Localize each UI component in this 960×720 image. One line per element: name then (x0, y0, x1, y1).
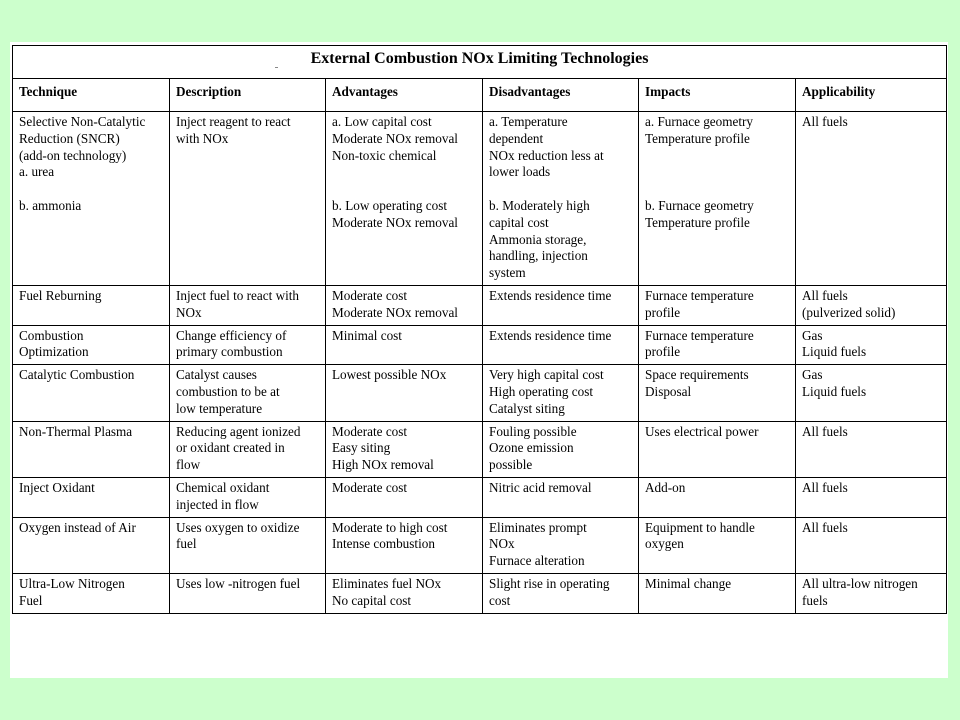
cell-text-line: Space requirements (645, 367, 749, 383)
nox-technologies-table (12, 45, 947, 614)
table-row (13, 365, 947, 421)
cell-text-line: All fuels (802, 479, 848, 495)
description-cell (170, 112, 326, 286)
cell-text-line: Ozone emission (489, 440, 574, 456)
cell-text-line: (pulverized solid) (802, 304, 896, 320)
description-cell (170, 365, 326, 421)
cell-text-line: Eliminates prompt (489, 519, 587, 535)
cell-text-line: combustion to be at (176, 383, 280, 399)
applicability-cell (796, 365, 947, 421)
cell-text-line: Very high capital cost (489, 367, 604, 383)
cell-text-line: Moderate NOx removal (332, 130, 458, 146)
disadvantages-cell (483, 573, 639, 613)
cell-text-line: a. Furnace geometry (645, 114, 754, 129)
cell-text-line: Gas (802, 367, 823, 383)
cell-text-line: Furnace temperature (645, 327, 754, 343)
table-row (13, 285, 947, 325)
cell-text-line: b. Furnace geometry (645, 197, 754, 213)
cell-text-line: Equipment to handle (645, 519, 755, 535)
column-header-description: Description (170, 79, 326, 112)
cell-text-line: with NOx (176, 130, 229, 146)
applicability-cell (796, 285, 947, 325)
cell-text-line: Inject Oxidant (19, 479, 95, 495)
cell-text-line: profile (645, 304, 681, 320)
cell-text-line: All fuels (802, 519, 848, 535)
blank-line (489, 181, 633, 198)
disadvantages-cell (483, 477, 639, 517)
column-header-impacts: Impacts (639, 79, 796, 112)
cell-text-line: Fuel Reburning (19, 287, 102, 303)
technique-cell (13, 285, 170, 325)
cell-text-line: Inject reagent to react (176, 114, 291, 129)
disadvantages-cell (483, 421, 639, 477)
impacts-cell (639, 517, 796, 573)
cell-text-line: Nitric acid removal (489, 479, 592, 495)
cell-text-line: Moderate cost (332, 479, 408, 495)
cell-text-line: possible (489, 457, 533, 473)
cell-text-line: Oxygen instead of Air (19, 519, 136, 535)
cell-text-line: Intense combustion (332, 536, 435, 552)
cell-text-line: Reducing agent ionized (176, 423, 301, 439)
advantages-cell (326, 325, 483, 365)
applicability-cell (796, 325, 947, 365)
cell-text-line: Fuel (19, 592, 43, 608)
advantages-cell (326, 421, 483, 477)
impacts-cell (639, 365, 796, 421)
cell-text-line: b. Moderately high (489, 197, 590, 213)
cell-text-line: NOx (489, 536, 515, 552)
advantages-cell (326, 517, 483, 573)
cell-text-line: Moderate cost (332, 423, 408, 439)
cell-text-line: Slight rise in operating (489, 575, 610, 591)
cell-text-line: a. Temperature (489, 114, 568, 129)
technique-cell (13, 421, 170, 477)
description-cell (170, 421, 326, 477)
cell-text-line: injected in flow (176, 496, 259, 512)
disadvantages-cell (483, 517, 639, 573)
description-cell (170, 325, 326, 365)
blank-line (645, 181, 790, 198)
cell-text-line: Disposal (645, 383, 692, 399)
cell-text-line: Catalyst siting (489, 400, 565, 416)
cell-text-line: b. ammonia (19, 197, 82, 213)
cell-text-line: Chemical oxidant (176, 479, 270, 495)
impacts-cell (639, 112, 796, 286)
cell-text-line: Inject fuel to react with (176, 287, 300, 303)
blank-line (332, 164, 477, 181)
applicability-cell (796, 573, 947, 613)
technique-cell (13, 365, 170, 421)
blank-line (645, 164, 790, 181)
advantages-cell (326, 285, 483, 325)
cell-text-line: Uses oxygen to oxidize (176, 519, 300, 535)
cell-text-line: Reduction (SNCR) (19, 130, 120, 146)
technique-cell (13, 325, 170, 365)
advantages-cell (326, 477, 483, 517)
cell-text-line: Moderate NOx removal (332, 214, 458, 230)
impacts-cell (639, 573, 796, 613)
blank-line (645, 148, 790, 165)
advantages-cell (326, 365, 483, 421)
cell-text-line: Uses low -nitrogen fuel (176, 575, 301, 591)
cell-text-line: Ultra-Low Nitrogen (19, 575, 125, 591)
disadvantages-cell (483, 285, 639, 325)
cell-text-line: primary combustion (176, 344, 283, 360)
cell-text-line: Catalytic Combustion (19, 367, 135, 383)
applicability-cell (796, 421, 947, 477)
cell-text-line: Furnace alteration (489, 553, 585, 569)
technique-cell (13, 477, 170, 517)
cell-text-line: Non-toxic chemical (332, 147, 437, 163)
cell-text-line: or oxidant created in (176, 440, 285, 456)
advantages-cell (326, 112, 483, 286)
cell-text-line: (add-on technology) (19, 147, 127, 163)
cell-text-line: Furnace temperature (645, 287, 754, 303)
cell-text-line: Ammonia storage, (489, 231, 587, 247)
cell-text-line: Uses electrical power (645, 423, 759, 439)
cell-text-line: Extends residence time (489, 327, 612, 343)
cell-text-line: Temperature profile (645, 214, 750, 230)
cell-text-line: Selective Non-Catalytic (19, 114, 146, 129)
disadvantages-cell (483, 325, 639, 365)
impacts-cell (639, 421, 796, 477)
cell-text-line: Moderate cost (332, 287, 408, 303)
cell-text-line: system (489, 265, 526, 281)
cell-text-line: capital cost (489, 214, 549, 230)
applicability-cell (796, 517, 947, 573)
cell-text-line: Combustion (19, 327, 84, 343)
cell-text-line: NOx reduction less at (489, 147, 604, 163)
cell-text-line: handling, injection (489, 248, 588, 264)
advantages-cell (326, 573, 483, 613)
cell-text-line: Easy siting (332, 440, 391, 456)
cell-text-line: High operating cost (489, 383, 594, 399)
header-row (13, 79, 947, 112)
applicability-cell (796, 112, 947, 286)
cell-text-line: Minimal cost (332, 327, 402, 343)
description-cell (170, 285, 326, 325)
table-row (13, 477, 947, 517)
cell-text-line: Eliminates fuel NOx (332, 575, 442, 591)
table-row (13, 325, 947, 365)
cell-text-line: low temperature (176, 400, 263, 416)
column-header-applicability: Applicability (796, 79, 947, 112)
cell-text-line: All fuels (802, 423, 848, 439)
blank-line (19, 181, 164, 198)
technique-cell (13, 112, 170, 286)
cell-text-line: cost (489, 592, 511, 608)
cell-text-line: Minimal change (645, 575, 732, 591)
cell-text-line: lower loads (489, 164, 551, 180)
cell-text-line: dependent (489, 130, 544, 146)
cell-text-line: Moderate NOx removal (332, 304, 458, 320)
cell-text-line: Add-on (645, 479, 686, 495)
table-row (13, 517, 947, 573)
column-header-technique: Technique (13, 79, 170, 112)
cell-text-line: Optimization (19, 344, 89, 360)
disadvantages-cell (483, 112, 639, 286)
cell-text-line: b. Low operating cost (332, 197, 447, 213)
cell-text-line: profile (645, 344, 681, 360)
applicability-cell (796, 477, 947, 517)
technique-cell (13, 573, 170, 613)
cell-text-line: NOx (176, 304, 202, 320)
impacts-cell (639, 285, 796, 325)
cell-text-line: Extends residence time (489, 287, 612, 303)
cell-text-line: All fuels (802, 287, 848, 303)
cell-text-line: All fuels (802, 114, 848, 129)
title-row (13, 46, 947, 79)
cell-text-line: Gas (802, 327, 823, 343)
table-row (13, 573, 947, 613)
column-header-disadvantages: Disadvantages (483, 79, 639, 112)
table-body (13, 112, 947, 614)
cell-text-line: a. urea (19, 164, 55, 180)
technique-cell (13, 517, 170, 573)
cell-text-line: No capital cost (332, 592, 412, 608)
cell-text-line: fuels (802, 592, 828, 608)
disadvantages-cell (483, 365, 639, 421)
cell-text-line: oxygen (645, 536, 684, 552)
description-cell (170, 477, 326, 517)
cell-text-line: Fouling possible (489, 423, 577, 439)
table-title: External Combustion NOx Limiting Technologies (13, 46, 947, 79)
blank-line (332, 181, 477, 198)
table-row (13, 421, 947, 477)
description-cell (170, 573, 326, 613)
cell-text-line: flow (176, 457, 201, 473)
table-row (13, 112, 947, 286)
cell-text-line: Liquid fuels (802, 344, 867, 360)
impacts-cell (639, 325, 796, 365)
impacts-cell (639, 477, 796, 517)
cell-text-line: fuel (176, 536, 197, 552)
cell-text-line: a. Low capital cost (332, 114, 432, 129)
column-header-advantages: Advantages (326, 79, 483, 112)
cell-text-line: Non-Thermal Plasma (19, 423, 133, 439)
cell-text-line: High NOx removal (332, 457, 434, 473)
cell-text-line: Catalyst causes (176, 367, 257, 383)
cell-text-line: All ultra-low nitrogen (802, 575, 918, 591)
cell-text-line: Temperature profile (645, 130, 750, 146)
description-cell (170, 517, 326, 573)
cell-text-line: Change efficiency of (176, 327, 287, 343)
cell-text-line: Liquid fuels (802, 383, 867, 399)
cell-text-line: Moderate to high cost (332, 519, 448, 535)
cell-text-line: Lowest possible NOx (332, 367, 447, 383)
